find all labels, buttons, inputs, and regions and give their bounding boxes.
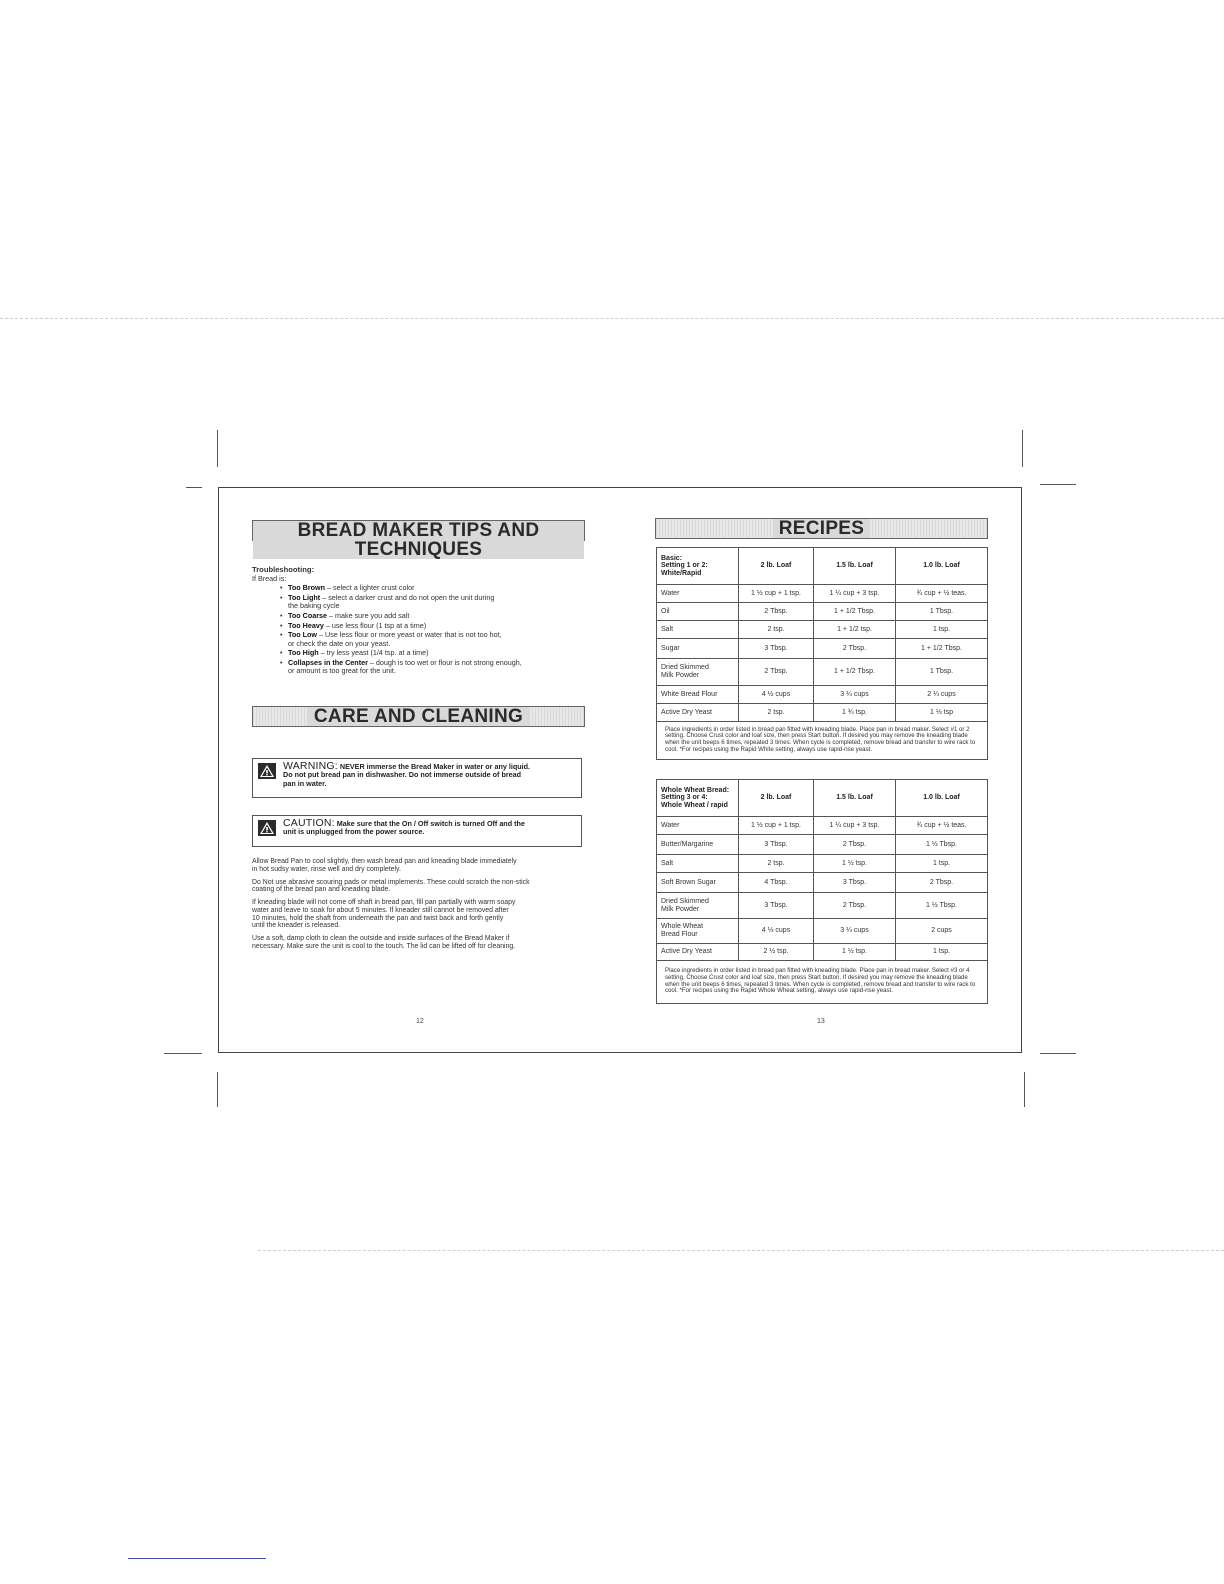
bullet-icon: • xyxy=(280,611,283,621)
care-paragraph xyxy=(252,899,588,929)
amount-cell: 1 + 1/2 Tbsp. xyxy=(814,603,896,621)
table-row xyxy=(657,704,988,722)
table-header-label-line: Whole Wheat / rapid xyxy=(661,801,728,809)
table-header-label xyxy=(657,548,739,585)
amount-cell: 4 ⅓ cups xyxy=(739,919,814,944)
amount-cell: 1 ½ tsp. xyxy=(814,944,896,961)
ingredient-cell-line: Bread Flour xyxy=(661,931,698,938)
amount-cell: 2 Tbsp. xyxy=(739,603,814,621)
table-header-size: 1.0 lb. Loaf xyxy=(896,780,988,817)
amount-cell: 1 tsp. xyxy=(896,944,988,961)
care-paragraph-line: If kneading blade will not come off shaft in bread pan, fill pan partially with warm soapy xyxy=(252,899,516,907)
care-paragraph-line: water and leave to soak for about 5 minutes. If kneader still cannot be removed after xyxy=(252,906,509,914)
amount-cell: 1 + 1/2 tsp. xyxy=(814,621,896,639)
amount-cell: 2 cups xyxy=(896,919,988,944)
table-header-label-line: Basic: xyxy=(661,554,683,562)
whole-wheat-recipe-table xyxy=(656,779,988,1004)
table-header-label xyxy=(657,780,739,817)
care-paragraph xyxy=(252,879,588,894)
tip-term: Too High xyxy=(288,648,319,658)
table-note-row xyxy=(657,722,988,760)
troubleshooting-heading: Troubleshooting: xyxy=(252,565,315,574)
crop-mark-bottom-left xyxy=(217,1072,218,1107)
ingredient-cell xyxy=(657,919,739,944)
table-row xyxy=(657,603,988,621)
crop-mark-right-top xyxy=(1040,484,1076,485)
amount-cell: 1 ¼ cup + 3 tsp. xyxy=(814,817,896,835)
recipes-banner-title: RECIPES xyxy=(773,519,871,538)
tip-text: – make sure you add salt xyxy=(327,611,410,621)
tip-term: Collapses in the Center xyxy=(288,658,368,668)
caution-line2: unit is unplugged from the power source. xyxy=(283,827,425,837)
ingredient-cell: White Bread Flour xyxy=(657,686,739,704)
tips-list xyxy=(252,584,590,675)
amount-cell: 2 ½ tsp. xyxy=(739,944,814,961)
amount-cell: 2 tsp. xyxy=(739,621,814,639)
ingredient-cell: Soft Brown Sugar xyxy=(657,873,739,893)
page-number-left: 12 xyxy=(416,1018,424,1025)
care-paragraph-line: Use a soft, damp cloth to clean the outside and inside surfaces of the Bread Maker if xyxy=(252,935,510,943)
ingredient-cell: Active Dry Yeast xyxy=(657,944,739,961)
tip-term: Too Coarse xyxy=(288,611,328,621)
recipes-banner xyxy=(655,518,988,539)
table-header-size: 1.5 lb. Loaf xyxy=(814,780,896,817)
tip-item xyxy=(280,611,590,621)
tip-item xyxy=(280,583,590,593)
amount-cell: 1 + 1/2 Tbsp. xyxy=(814,659,896,686)
tip-term: Too Low xyxy=(288,630,318,640)
tip-term: Too Heavy xyxy=(288,620,324,630)
table-row xyxy=(657,893,988,919)
amount-cell: 3 Tbsp. xyxy=(814,873,896,893)
amount-cell: 2 ¼ cups xyxy=(896,686,988,704)
page-number-right: 13 xyxy=(817,1018,825,1025)
care-paragraph-line: Do Not use abrasive scouring pads or metal implements. These could scratch the non-stick xyxy=(252,878,530,886)
blue-underline-mark xyxy=(128,1558,266,1559)
table-header-label-line: Setting 3 or 4: xyxy=(661,794,708,802)
table-header-size: 2 lb. Loaf xyxy=(739,780,814,817)
recipe-instructions: Place ingredients in order listed in bread pan fitted with kneading blade. Place pan in bread maker. Select #3 or 4 setting. Choose Crust color and loaf size, then press Start button. If desired you may remove the kneading blade when the unit beeps 6 times, repeated 3 times. When cycle is completed, remove bread and transfer to wire rack to cool. *For recipes using the Rapid Whole Wheat setting, always use rapid-rise yeast. xyxy=(657,961,988,1004)
tip-item xyxy=(280,593,590,611)
amount-cell: 2 Tbsp. xyxy=(814,639,896,659)
crop-mark-bottom-right xyxy=(1024,1072,1025,1107)
amount-cell: 1 ¼ cup + 3 tsp. xyxy=(814,585,896,603)
tips-banner xyxy=(252,520,585,560)
ingredient-cell: Butter/Margarine xyxy=(657,835,739,855)
tips-banner-title: BREAD MAKER TIPS AND TECHNIQUES xyxy=(253,521,584,559)
care-paragraph-line: Allow Bread Pan to cool slightly, then wash bread pan and kneading blade immediately xyxy=(252,858,517,865)
care-paragraph-line: coating of the bread pan and kneading blade. xyxy=(252,886,391,894)
tip-text: – use less flour (1 tsp at a time) xyxy=(323,620,427,630)
ingredient-cell xyxy=(657,893,739,919)
amount-cell: ¾ cup + ½ teas. xyxy=(896,585,988,603)
table-row xyxy=(657,919,988,944)
trim-line-bottom xyxy=(258,1250,1224,1251)
crop-mark-right-bottom xyxy=(1040,1053,1076,1054)
caution-line1: Make sure that the On / Off switch is turned Off and the xyxy=(334,819,525,828)
tip-text: – select a darker crust and do not open the unit during xyxy=(320,593,495,603)
warning-triangle-icon xyxy=(258,763,276,779)
tip-term: Too Light xyxy=(288,593,321,603)
crop-mark-left-bottom xyxy=(164,1053,202,1054)
amount-cell: 2 tsp. xyxy=(739,704,814,722)
care-paragraph xyxy=(252,935,588,950)
amount-cell: 2 Tbsp. xyxy=(739,659,814,686)
table-note-row xyxy=(657,961,988,1004)
ingredient-cell xyxy=(657,659,739,686)
care-paragraph xyxy=(252,858,588,873)
ingredient-cell: Water xyxy=(657,817,739,835)
ingredient-cell: Sugar xyxy=(657,639,739,659)
caution-lead: CAUTION: xyxy=(283,817,335,829)
amount-cell: 3 ¼ cups xyxy=(814,919,896,944)
warning-lead: WARNING: xyxy=(283,760,338,772)
table-header-row xyxy=(657,548,988,585)
care-paragraph-line: necessary. Make sure the unit is cool to the touch. The lid can be lifted off for cleaning. xyxy=(252,942,516,950)
amount-cell: 1 ¾ tsp. xyxy=(814,704,896,722)
crop-mark-top-right xyxy=(1022,430,1023,467)
table-header-label-line: Setting 1 or 2: xyxy=(661,562,708,570)
table-header-size: 1.5 lb. Loaf xyxy=(814,548,896,585)
crop-mark-left-top xyxy=(186,487,202,488)
amount-cell: 1 Tbsp. xyxy=(896,603,988,621)
amount-cell: 2 Tbsp. xyxy=(896,873,988,893)
amount-cell: 1 ½ Tbsp. xyxy=(896,893,988,919)
tip-text: – Use less flour or more yeast or water that is not too hot, xyxy=(317,630,502,640)
tip-continuation: or amount is too great for the unit. xyxy=(288,666,396,676)
ingredient-cell-line: Dried Skimmed xyxy=(661,897,709,905)
amount-cell: 3 Tbsp. xyxy=(739,893,814,919)
troubleshooting-intro: If Bread is: xyxy=(252,574,287,584)
amount-cell: 1 ½ Tbsp. xyxy=(896,835,988,855)
amount-cell: 1 ½ cup + 1 tsp. xyxy=(739,817,814,835)
care-banner xyxy=(252,706,585,727)
table-header-label-line: White/Rapid xyxy=(661,569,702,577)
tip-text: – try less yeast (1/4 tsp. at a time) xyxy=(318,648,429,658)
caution-box xyxy=(252,815,582,847)
amount-cell: 3 Tbsp. xyxy=(739,639,814,659)
care-paragraphs xyxy=(252,858,588,956)
care-paragraph-line: in hot sudsy water, rinse well and dry completely. xyxy=(252,865,401,873)
table-row xyxy=(657,817,988,835)
table-row xyxy=(657,873,988,893)
ingredient-cell: Active Dry Yeast xyxy=(657,704,739,722)
caution-triangle-icon xyxy=(258,820,276,836)
ingredient-cell: Water xyxy=(657,585,739,603)
amount-cell: 1 ⅓ tsp xyxy=(896,704,988,722)
amount-cell: 3 ¼ cups xyxy=(814,686,896,704)
tip-term: Too Brown xyxy=(288,583,325,593)
warning-line2: Do not put bread pan in dishwasher. Do not immerse outside of bread xyxy=(283,770,522,780)
table-row xyxy=(657,659,988,686)
tip-item xyxy=(280,658,590,676)
amount-cell: 2 Tbsp. xyxy=(814,835,896,855)
tip-item xyxy=(280,620,590,630)
table-header-size: 2 lb. Loaf xyxy=(739,548,814,585)
table-row xyxy=(657,686,988,704)
table-row xyxy=(657,621,988,639)
table-header-size: 1.0 lb. Loaf xyxy=(896,548,988,585)
warning-line1: NEVER immerse the Bread Maker in water or any liquid. xyxy=(337,762,531,771)
bullet-icon: • xyxy=(280,630,283,640)
amount-cell: 1 tsp. xyxy=(896,855,988,873)
tip-text: – select a lighter crust color xyxy=(325,583,415,593)
ingredient-cell-line: Milk Powder xyxy=(661,905,700,913)
bullet-icon: • xyxy=(280,648,283,658)
table-row xyxy=(657,855,988,873)
amount-cell: 2 tsp. xyxy=(739,855,814,873)
table-row xyxy=(657,835,988,855)
amount-cell: 4 Tbsp. xyxy=(739,873,814,893)
crop-mark-top-left xyxy=(217,430,218,467)
ingredient-cell-line: Whole Wheat xyxy=(661,923,704,930)
bullet-icon: • xyxy=(280,658,283,668)
ingredient-cell: Salt xyxy=(657,621,739,639)
care-banner-title: CARE AND CLEANING xyxy=(308,707,529,726)
amount-cell: 2 Tbsp. xyxy=(814,893,896,919)
tip-text: – dough is too wet or flour is not strong enough, xyxy=(367,658,522,668)
care-paragraph-line: 10 minutes, hold the shaft from underneath the pan and twist back and forth gently xyxy=(252,914,504,922)
care-paragraph-line: until the kneader is released. xyxy=(252,922,341,930)
trim-line-top xyxy=(0,318,1224,319)
amount-cell: 4 ½ cups xyxy=(739,686,814,704)
table-header-row xyxy=(657,780,988,817)
amount-cell: ¾ cup + ½ teas. xyxy=(896,817,988,835)
amount-cell: 1 tsp. xyxy=(896,621,988,639)
tip-item xyxy=(280,648,590,658)
basic-recipe-table xyxy=(656,547,988,760)
ingredient-cell-line: Dried Skimmed xyxy=(661,664,709,671)
tip-continuation: or check the date on your yeast. xyxy=(288,638,391,648)
recipe-instructions: Place ingredients in order listed in bread pan fitted with kneading blade. Place pan in bread maker. Select #1 or 2 setting. Choose Crust color and loaf size, then press Start button. If desired you may remove the kneading blade when the unit beeps 6 times, repeated 3 times. When cycle is completed, remove bread and transfer to wire rack to cool. *For recipes using the Rapid White setting, always use rapid-rise yeast. xyxy=(657,722,988,760)
table-row xyxy=(657,585,988,603)
warning-line3: pan in water. xyxy=(283,778,327,788)
bullet-icon: • xyxy=(280,620,283,630)
tip-continuation: the baking cycle xyxy=(288,601,340,611)
amount-cell: 1 Tbsp. xyxy=(896,659,988,686)
table-header-label-line: Whole Wheat Bread: xyxy=(661,786,730,794)
ingredient-cell-line: Milk Powder xyxy=(661,672,700,679)
amount-cell: 3 Tbsp. xyxy=(739,835,814,855)
ingredient-cell: Salt xyxy=(657,855,739,873)
ingredient-cell: Oil xyxy=(657,603,739,621)
amount-cell: 1 ½ cup + 1 tsp. xyxy=(739,585,814,603)
table-row xyxy=(657,944,988,961)
bullet-icon: • xyxy=(280,583,283,593)
tip-item xyxy=(280,630,590,648)
amount-cell: 1 ½ tsp. xyxy=(814,855,896,873)
amount-cell: 1 + 1/2 Tbsp. xyxy=(896,639,988,659)
table-row xyxy=(657,639,988,659)
troubleshooting-section xyxy=(252,566,590,677)
bullet-icon: • xyxy=(280,593,283,603)
warning-box xyxy=(252,758,582,798)
